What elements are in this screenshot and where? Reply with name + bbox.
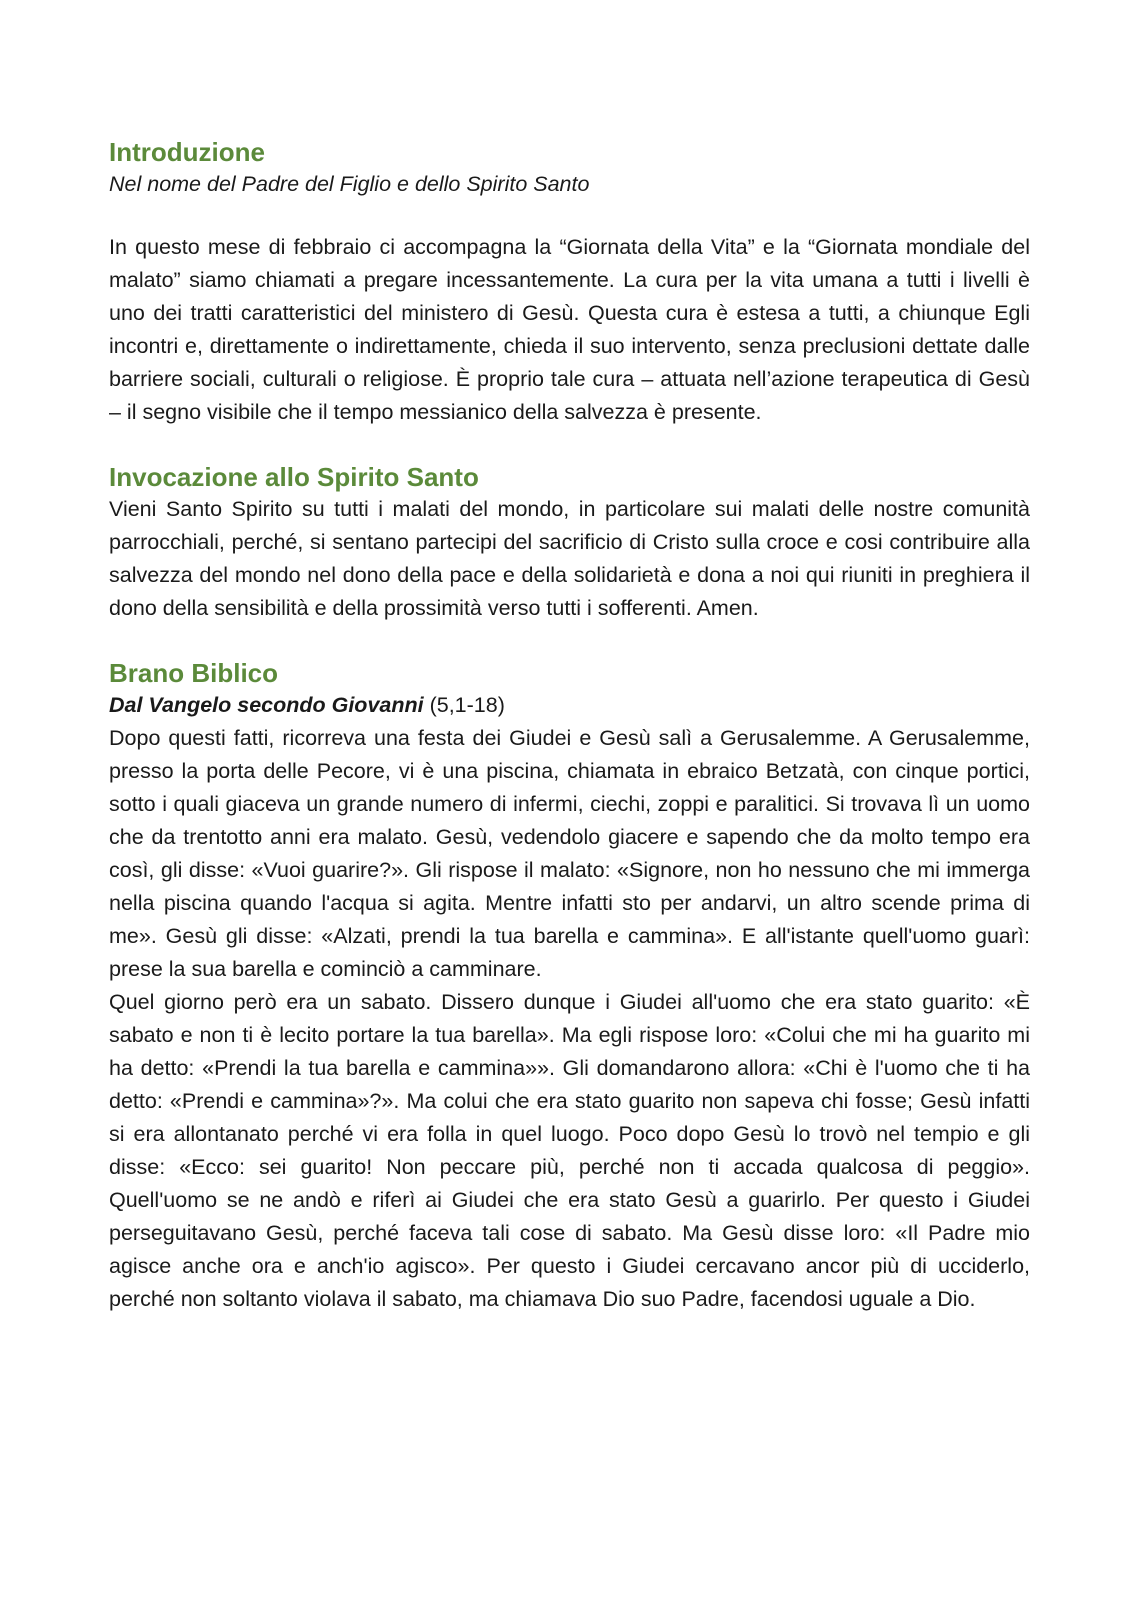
bible-source-title: Dal Vangelo secondo Giovanni [109,693,424,717]
bible-paragraph-2: Quel giorno però era un sabato. Dissero dunque i Giudei all'uomo che era stato guarito: «È sabato e non ti è lecito portare la tua barella». Ma egli rispose loro: «Colui che mi ha guarito mi ha detto: «Prendi la tua barella e cammina»». Gli domandarono allora: «Chi è l'uomo che ti ha detto: «Prendi e cammina»?». Ma colui che era stato guarito non sapeva chi fosse; Gesù infatti si era allontanato perché vi era folla in quel luogo. Poco dopo Gesù lo trovò nel tempio e gli disse: «Ecco: sei guarito! Non peccare più, perché non ti accada qualcosa di peggio». Quell'uomo se ne andò e riferì ai Giudei che era stato Gesù a guarirlo. Per questo i Giudei perseguitavano Gesù, perché faceva tali cose di sabato. Ma Gesù disse loro: «Il Padre mio agisce anche ora e anch'io agisco». Per questo i Giudei cercavano ancor più di ucciderlo, perché non soltanto violava il sabato, ma chiamava Dio suo Padre, facendosi uguale a Dio. [109,990,1030,1311]
invocation-heading: Invocazione allo Spirito Santo [109,462,479,492]
intro-body: In questo mese di febbraio ci accompagna la “Giornata della Vita” e la “Giornata mondiale del malato” siamo chiamati a pregare incessantemente. La cura per la vita umana a tutti i livelli è uno dei tratti caratteristici del ministero di Gesù. Questa cura è estesa a tutti, a chiunque Egli incontri e, direttamente o indirettamente, chieda il suo intervento, senza preclusioni dettate dalle barriere sociali, culturali o religiose. È proprio tale cura – attuata nell’azione terapeutica di Gesù – il segno visibile che il tempo messianico della salvezza è presente. [109,235,1030,424]
intro-subtitle: Nel nome del Padre del Figlio e dello Spirito Santo [109,172,590,196]
bible-paragraph-1: Dopo questi fatti, ricorreva una festa dei Giudei e Gesù salì a Gerusalemme. A Gerusalemme, presso la porta delle Pecore, vi è una piscina, chiamata in ebraico Betzatà, con cinque portici, sotto i quali giaceva un grande numero di infermi, ciechi, zoppi e paralitici. Si trovava lì un uomo che da trentotto anni era malato. Gesù, vedendolo giacere e sapendo che da molto tempo era così, gli disse: «Vuoi guarire?». Gli rispose il malato: «Signore, non ho nessuno che mi immerga nella piscina quando l'acqua si agita. Mentre infatti sto per andarvi, un altro scende prima di me». Gesù gli disse: «Alzati, prendi la tua barella e cammina». E all'istante quell'uomo guarì: prese la sua barella e cominciò a camminare. [109,726,1030,981]
document-page [109,136,1030,1316]
invocation-section [109,461,1030,625]
bible-source [109,689,1030,722]
invocation-body: Vieni Santo Spirito su tutti i malati del mondo, in particolare sui malati delle nostre comunità parrocchiali, perché, si sentano partecipi del sacrificio di Cristo sulla croce e cosi contribuire alla salvezza del mondo nel dono della pace e della solidarietà e dona a noi qui riuniti in preghiera il dono della sensibilità e della prossimità verso tutti i sofferenti. Amen. [109,497,1030,620]
intro-heading: Introduzione [109,137,265,167]
bible-source-ref: (5,1-18) [423,693,505,717]
bible-section [109,657,1030,1316]
intro-section [109,136,1030,429]
bible-heading: Brano Biblico [109,658,279,688]
